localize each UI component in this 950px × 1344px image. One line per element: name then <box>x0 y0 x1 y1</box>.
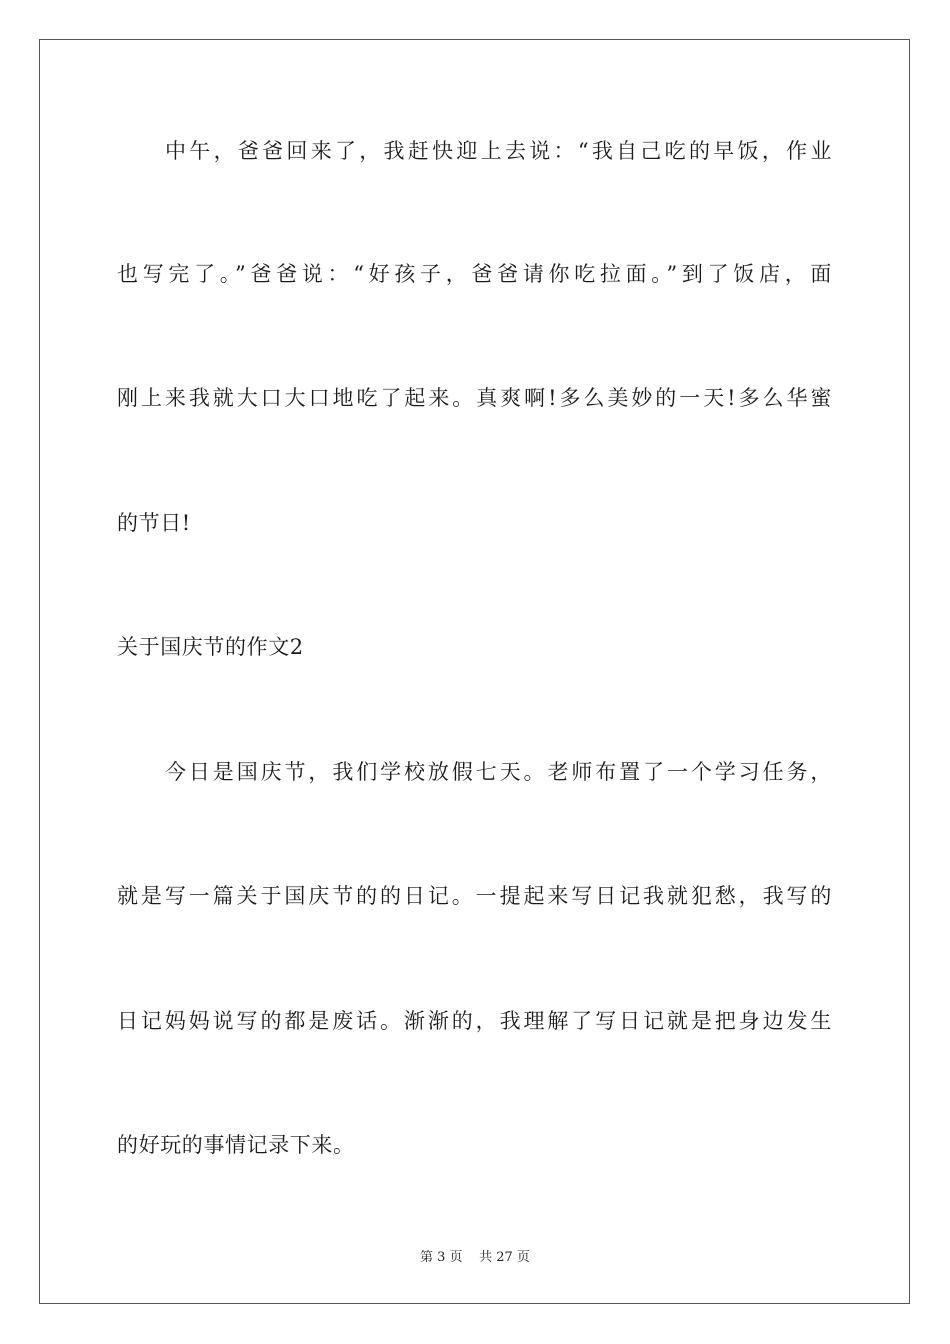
total-pages: 共 27 页 <box>479 1250 530 1265</box>
paragraph-line: 也写完了。”爸爸说：“好孩子，爸爸请你吃拉面。”到了饭店，面 <box>117 262 832 286</box>
paragraph-line: 的节日! <box>117 511 191 535</box>
paragraph-line: 就是写一篇关于国庆节的的日记。一提起来写日记我就犯愁，我写的 <box>117 884 832 908</box>
paragraph-line: 刚上来我就大口大口地吃了起来。真爽啊!多么美妙的一天!多么华蜜 <box>117 386 832 410</box>
page-frame <box>39 39 910 1304</box>
paragraph-line: 日记妈妈说写的都是废话。渐渐的，我理解了写日记就是把身边发生 <box>117 1009 832 1033</box>
paragraph-line: 的好玩的事情记录下来。 <box>117 1133 355 1157</box>
page-number: 第 3 页 <box>420 1250 463 1265</box>
paragraph-line: 今日是国庆节，我们学校放假七天。老师布置了一个学习任务， <box>165 760 832 784</box>
page-footer <box>0 1250 950 1266</box>
paragraph-line: 中午，爸爸回来了，我赶快迎上去说：“我自己吃的早饭，作业 <box>165 139 832 163</box>
section-heading: 关于国庆节的作文2 <box>117 635 304 659</box>
